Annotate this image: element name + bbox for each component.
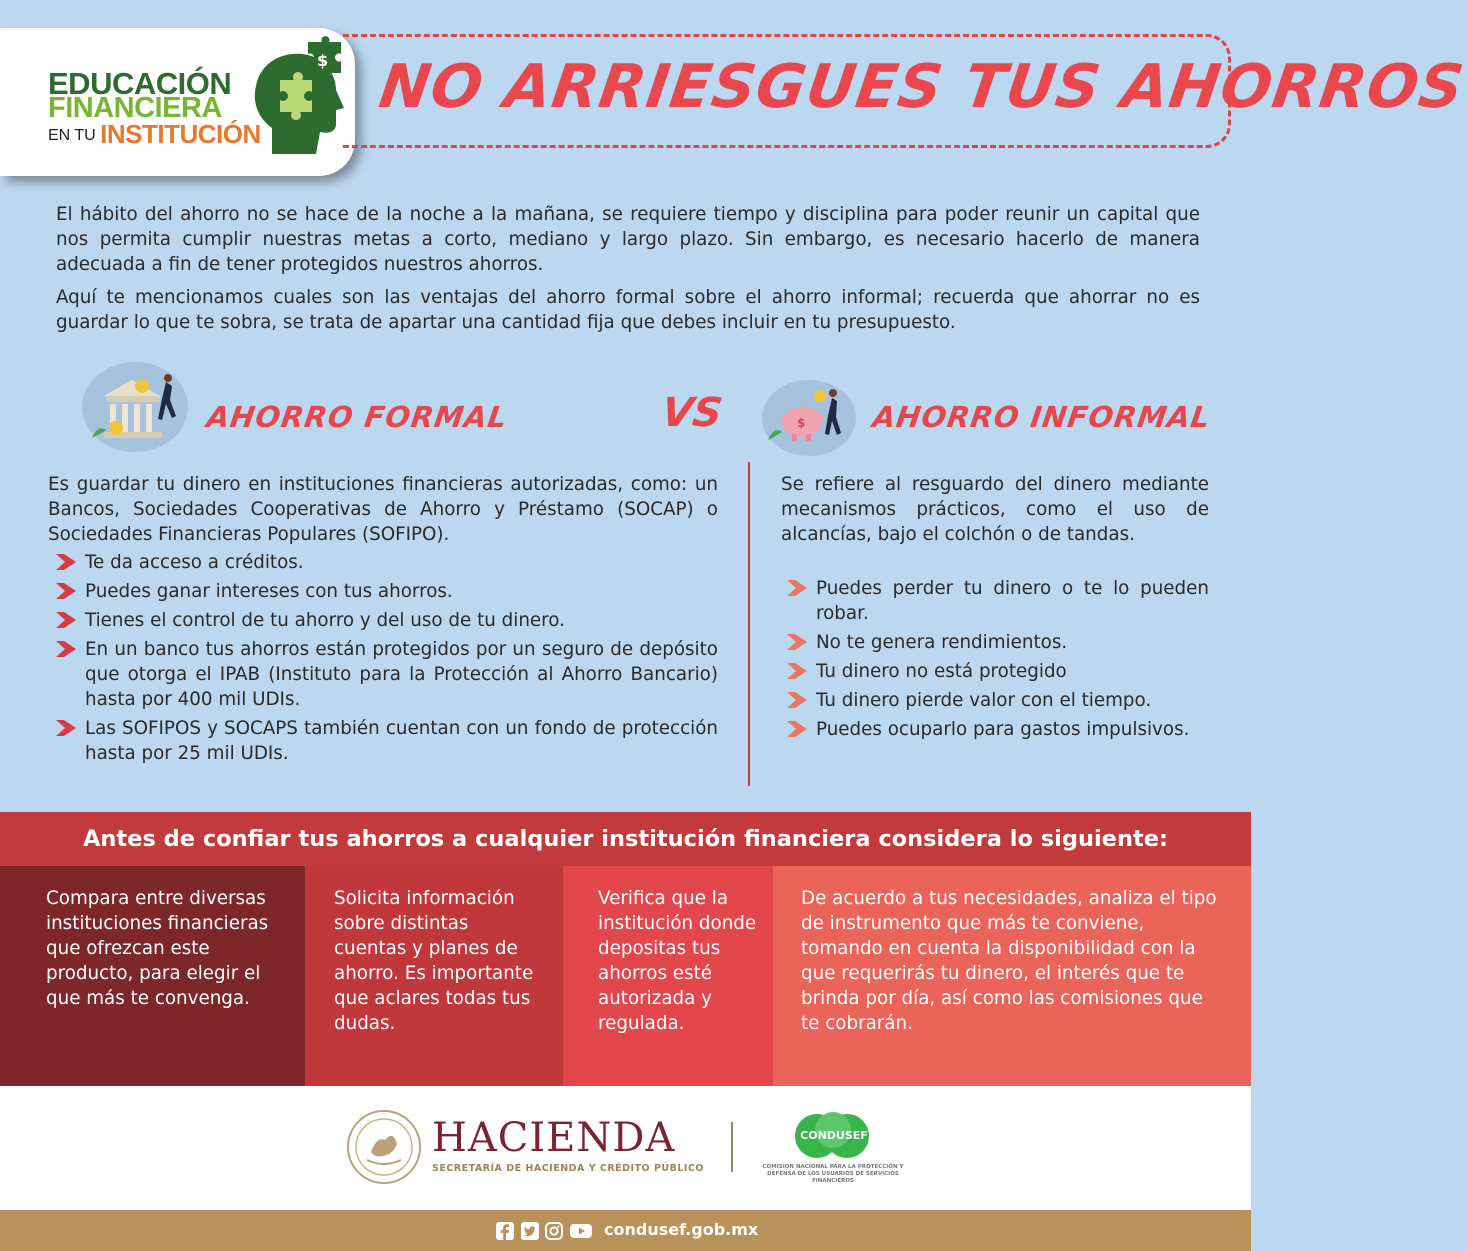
arrow-bullet-icon [787, 692, 809, 708]
column-divider [748, 462, 750, 786]
list-item [787, 688, 1209, 713]
bank-icon [82, 362, 188, 452]
tip-text: Compara entre diversas instituciones financieras que ofrezcan este producto, para elegir el que más te convenga. [46, 888, 269, 1009]
svg-text:$: $ [797, 416, 806, 430]
head-puzzle-icon [250, 36, 350, 156]
piggy-bank-icon [762, 380, 856, 456]
arrow-bullet-icon [787, 634, 809, 650]
intro-paragraph-2: Aquí te mencionamos cuales son las ventajas del ahorro formal sobre el ahorro informal; recuerda que ahorrar no es guardar lo que te sobra, se trata de apartar una cantidad fija que debes incluir en tu presupuesto. [56, 287, 1200, 333]
website-link[interactable]: condusef.gob.mx [604, 1220, 759, 1239]
national-seal-icon [347, 1110, 421, 1184]
facebook-icon[interactable] [496, 1222, 514, 1240]
formal-savings-description: Es guardar tu dinero en instituciones financieras autorizadas, como: un Bancos, Sociedades Cooperativas de Ahorro y Préstamo (SOCAP) o Sociedades Financieras Populares (SOFIPO). [48, 474, 718, 545]
list-item-text: Tienes el control de tu ahorro y del uso de tu dinero. [85, 610, 565, 631]
list-item [787, 576, 1209, 626]
arrow-bullet-icon [56, 554, 78, 570]
instagram-icon[interactable] [545, 1222, 563, 1240]
informal-savings-title: AHORRO INFORMAL [870, 400, 1213, 434]
list-item-text: Tu dinero pierde valor con el tiempo. [816, 690, 1152, 711]
condusef-name: CONDUSEF [800, 1129, 868, 1142]
versus-label: VS [658, 390, 725, 436]
svg-text:$: $ [317, 51, 329, 70]
consider-title: Antes de confiar tus ahorros a cualquier institución financiera considera lo siguiente: [83, 826, 1168, 852]
list-item-text: Tu dinero no está protegido [816, 661, 1067, 682]
list-item [56, 579, 718, 604]
twitter-icon[interactable] [521, 1222, 539, 1240]
footer-divider [731, 1122, 733, 1172]
arrow-bullet-icon [787, 663, 809, 679]
list-item [56, 550, 718, 575]
hacienda-logo-text: HACIENDA [432, 1115, 676, 1161]
logo-line-3-highlight: INSTITUCIÓN [100, 119, 261, 149]
intro-paragraph-1: El hábito del ahorro no se hace de la noche a la mañana, se requiere tiempo y disciplina para poder reunir un capital que nos permita cumplir nuestras metas a corto, mediano y largo plazo. Sin embargo, es necesario hacerlo de manera adecuada a fin de tener protegidos nuestros ahorros. [56, 204, 1200, 275]
informal-savings-list [787, 576, 1209, 746]
bank-illustration [82, 362, 188, 452]
tip-card-1 [0, 866, 305, 1086]
arrow-bullet-icon [56, 720, 78, 736]
tip-card-4 [773, 866, 1251, 1086]
arrow-bullet-icon [56, 641, 78, 657]
arrow-bullet-icon [787, 580, 809, 596]
piggy-bank-illustration [762, 380, 856, 456]
formal-savings-list [56, 550, 718, 770]
logo-line-3 [48, 121, 261, 147]
tip-card-2 [305, 866, 563, 1086]
program-logo [0, 28, 355, 176]
arrow-bullet-icon [787, 721, 809, 737]
arrow-bullet-icon [56, 612, 78, 628]
logo-line-3-prefix: EN TU [48, 127, 96, 144]
list-item-text: Puedes ocuparlo para gastos impulsivos. [816, 719, 1190, 740]
youtube-icon[interactable] [570, 1222, 592, 1240]
logo-line-1: EDUCACIÓN [48, 66, 232, 101]
list-item-text: Puedes ganar intereses con tus ahorros. [85, 581, 453, 602]
list-item [56, 637, 718, 712]
page-title: NO ARRIESGUES TUS AHORROS [375, 52, 1468, 122]
hacienda-subtitle: SECRETARÍA DE HACIENDA Y CRÉDITO PÚBLICO [432, 1163, 704, 1174]
tip-card-3 [563, 866, 773, 1086]
list-item [56, 608, 718, 633]
formal-savings-title: AHORRO FORMAL [204, 400, 510, 434]
list-item-text: Las SOFIPOS y SOCAPS también cuentan con un fondo de protección hasta por 25 mil UDIs. [85, 718, 718, 764]
list-item [787, 717, 1209, 742]
list-item [787, 630, 1209, 655]
list-item-text: No te genera rendimientos. [816, 632, 1068, 653]
arrow-bullet-icon [56, 583, 78, 599]
informal-savings-description: Se refiere al resguardo del dinero mediante mecanismos prácticos, como el uso de alcancías, bajo el colchón o de tandas. [781, 474, 1209, 545]
tip-text: De acuerdo a tus necesidades, analiza el tipo de instrumento que más te conviene, tomando en cuenta la disponibilidad con la que requerirás tu dinero, el interés que te brinda por día, así como las comisiones que te cobrarán. [801, 888, 1217, 1034]
tip-text: Solicita información sobre distintas cuentas y planes de ahorro. Es importante que aclares todas tus dudas. [334, 888, 534, 1034]
list-item-text: Te da acceso a créditos. [85, 552, 304, 573]
list-item [56, 716, 718, 766]
tip-text: Verifica que la institución donde depositas tus ahorros esté autorizada y regulada. [598, 888, 757, 1034]
list-item-text: Puedes perder tu dinero o te lo pueden robar. [816, 578, 1209, 624]
list-item [787, 659, 1209, 684]
logo-line-2: FINANCIERA [48, 92, 222, 124]
condusef-subtitle: COMISIÓN NACIONAL PARA LA PROTECCIÓN Y DEFENSA DE LOS USUARIOS DE SERVICIOS FINANCIEROS [762, 1164, 904, 1184]
list-item-text: En un banco tus ahorros están protegidos por un seguro de depósito que otorga el IPAB (Instituto para la Protección al Ahorro Bancario) hasta por 400 mil UDIs. [85, 639, 718, 710]
